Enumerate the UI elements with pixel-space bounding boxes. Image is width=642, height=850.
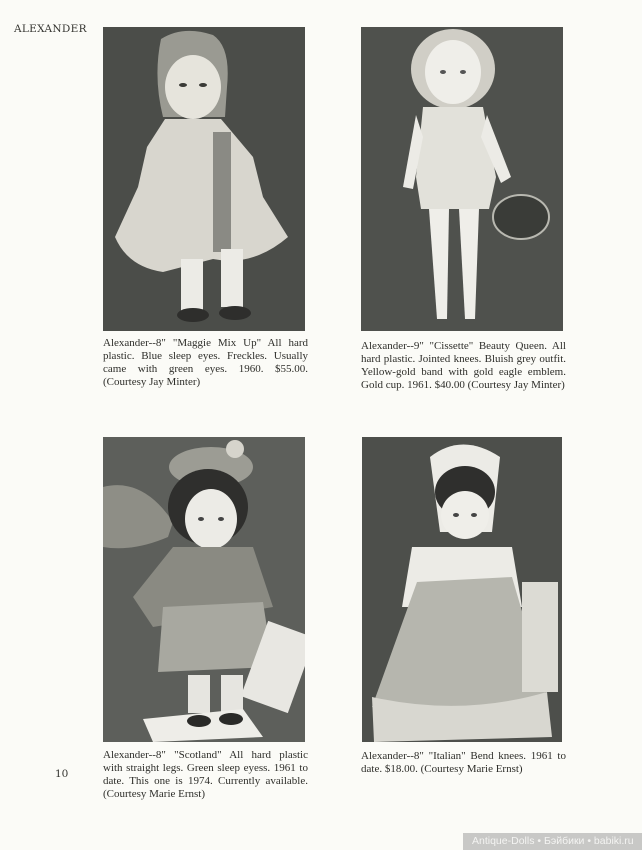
doll-in-headscarf-image: [362, 437, 562, 742]
doll-in-coat-image: [103, 27, 305, 331]
photo-scotland: [103, 437, 305, 742]
caption-italian: Alexander--8" "Italian" Bend knees. 1961 to date. $18.00. (Courtesy Marie Ernst): [361, 750, 566, 775]
photo-cissette: [361, 27, 563, 331]
caption-scotland: Alexander--8" "Scotland" All hard plastic with straight legs. Green sleep eyess. 1961 to date. This one is 1974. Currently available. (Courtesy Marie Ernst): [103, 749, 308, 800]
running-head: ALEXANDER: [14, 23, 87, 35]
page-number: 10: [55, 768, 69, 780]
photo-maggie-mix-up: [103, 27, 305, 331]
watermark: Antique-Dolls • Бэйбики • babiki.ru: [463, 833, 642, 850]
doll-in-bathing-suit-image: [361, 27, 563, 331]
photo-italian: [362, 437, 562, 742]
caption-cissette: Alexander--9" "Cissette" Beauty Queen. All hard plastic. Jointed knees. Bluish grey outfit. Yellow-gold band with gold eagle emblem. Gold cup. 1961. $40.00 (Courtesy Jay Minter): [361, 340, 566, 391]
caption-maggie-mix-up: Alexander--8" "Maggie Mix Up" All hard plastic. Blue sleep eyes. Freckles. Usually came with green eyes. 1960. $55.00. (Courtesy Jay Minter): [103, 337, 308, 388]
doll-in-tartan-image: [103, 437, 305, 742]
